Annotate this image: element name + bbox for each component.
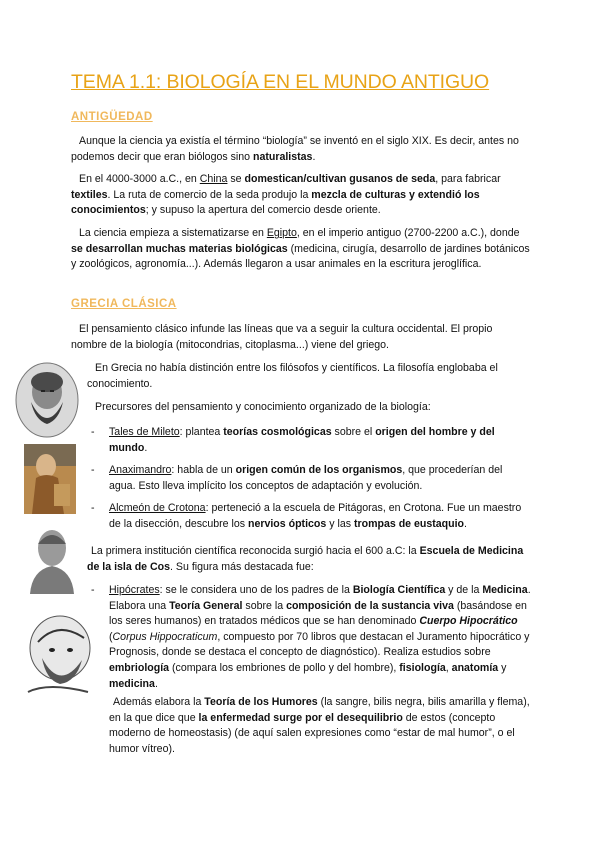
page-title: TEMA 1.1: BIOLOGÍA EN EL MUNDO ANTIGUO [71, 71, 490, 93]
section-heading-grecia: GRECIA CLÁSICA [71, 298, 177, 310]
anaximandro-painting-image [24, 444, 76, 514]
list-item-anaximandro: - Anaximandro: habla de un origen común de los organismos, que procederían del agua. Esto lleva implícito los conceptos de adaptación y evolución. [91, 464, 503, 492]
paragraph-pensamiento-clasico: El pensamiento clásico infunde las líneas que va a seguir la cultura occidental. El propio nombre de la biología (mitocondrias, citoplasma...) viene del griego. [71, 323, 493, 351]
alcmeon-bust-image [24, 522, 80, 594]
paragraph-escuela-cos: La primera institución científica reconocida surgió hacia el 600 a.C: la Escuela de Medicina de la isla de Cos. Su figura más destacada fue: [87, 545, 524, 573]
paragraph-egipto: La ciencia empieza a sistematizarse en Egipto, en el imperio antiguo (2700-2200 a.C.), donde se desarrollan muchas materias biológicas (medicina, cirugía, desarrollo de jardines botánicos y zoológicos, agronomía...). Además llegaron a usar animales en la escritura jeroglífica. [71, 227, 530, 271]
hipocrates-engraving-image [18, 612, 98, 694]
paragraph-china: En el 4000-3000 a.C., en China se domestican/cultivan gusanos de seda, para fabricar textiles. La ruta de comercio de la seda produjo la mezcla de culturas y extendió los conocimientos; y supuso la apertura del comercio desde oriente. [71, 173, 501, 217]
paragraph-precursores: Precursores del pensamiento y conocimiento organizado de la biología: [95, 401, 431, 413]
list-item-hipocrates: - Hipócrates: se le considera uno de los padres de la Biología Científica y de la Medicina. Elabora una Teoría General sobre la composición de la sustancia viva (basándose en los seres humanos) en tratados médicos que se han denominado Cuerpo Hipocrático (Corpus Hippocraticum, compuesto por 70 libros que destacan el Juramento hipocrático y Prognosis, donde se destaca el concepto de diagnóstico). Realiza estudios sobre embriología (compara los embriones de pollo y del hombre), fisiología, anatomía y medicina. [91, 584, 531, 690]
paragraph-grecia-filosofos: En Grecia no había distinción entre los filósofos y científicos. La filosofía englobaba el conocimiento. [87, 362, 498, 390]
hipocrates-list [91, 583, 531, 692]
precursores-list [91, 425, 531, 533]
list-item-alcmeon: - Alcmeón de Crotona: perteneció a la escuela de Pitágoras, en Crotona. Fue un maestro de la disección, descubre los nervios ópticos y las trompas de eustaquio. [91, 502, 522, 530]
paragraph-teoria-humores: Además elabora la Teoría de los Humores (la sangre, bilis negra, bilis amarilla y flema), en la que dice que la enfermedad surge por el desequilibrio de estos (concepto moderno de homeostasis) (de aquí salen expresiones como “estar de mal humor”, o el humor vítreo). [109, 696, 530, 755]
section-heading-antiguedad: ANTIGÜEDAD [71, 111, 153, 123]
list-item-tales: - Tales de Mileto: plantea teorías cosmológicas sobre el origen del hombre y del mundo. [91, 426, 495, 454]
paragraph-intro: Aunque la ciencia ya existía el término “biología” se inventó en el siglo XIX. Es decir, antes no podemos decir que eran biólogos sino naturalistas. [71, 135, 519, 163]
tales-portrait-image [15, 362, 79, 438]
